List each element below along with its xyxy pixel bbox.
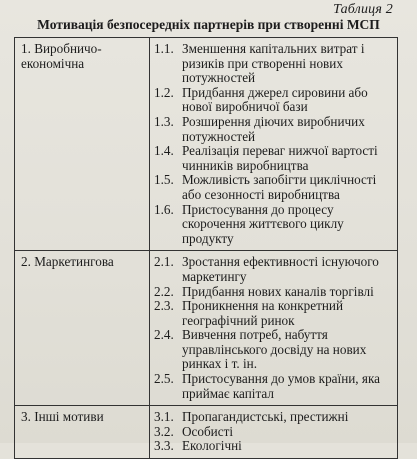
item-number: 2.5.	[154, 371, 174, 387]
motivation-table	[14, 37, 398, 459]
list-item	[154, 299, 394, 328]
list-item	[154, 425, 394, 440]
item-text: Пристосування до умов країни, яка приймає капітал	[182, 371, 381, 401]
list-item	[154, 285, 394, 300]
item-number: 1.1.	[154, 41, 174, 56]
table-row	[15, 251, 398, 406]
item-number: 2.3.	[154, 298, 174, 314]
item-text: Придбання джерел сировини або нової виробничої бази	[182, 84, 368, 115]
list-item	[154, 115, 394, 144]
item-text: Зменшення капітальних витрат і ризиків при створенні нових потужностей	[182, 41, 365, 86]
list-item	[154, 328, 394, 372]
item-number: 1.5.	[154, 172, 174, 188]
category-cell	[15, 38, 150, 251]
item-text: Реалізація переваг нижчої вартості чинників виробництва	[182, 143, 378, 173]
category-label: 3. Інші мотиви	[21, 409, 104, 425]
list-item	[154, 173, 394, 202]
category-cell	[15, 406, 150, 459]
items-cell	[150, 406, 398, 459]
list-item	[154, 86, 394, 115]
table-title: Мотивація безпосередніх партнерів при створенні МСП	[37, 17, 380, 32]
list-item	[154, 42, 394, 86]
category-cell	[15, 251, 150, 406]
item-number: 3.2.	[154, 423, 174, 439]
items-cell	[150, 38, 398, 251]
table-row	[15, 406, 398, 459]
item-number: 2.1.	[154, 254, 174, 270]
items-cell	[150, 251, 398, 406]
list-item	[154, 372, 394, 401]
table-row	[15, 38, 398, 251]
list-item	[154, 144, 394, 173]
item-number: 1.3.	[154, 113, 174, 129]
item-text: Особисті	[182, 423, 234, 439]
item-text: Можливість запобігти циклічності або сезонності виробництва	[182, 172, 377, 202]
item-number: 2.2.	[154, 283, 174, 299]
item-text: Пропагандистські, престижні	[182, 409, 349, 425]
item-text: Проникнення на конкретний географічний ринок	[182, 298, 344, 328]
list-item	[154, 439, 394, 454]
category-label: 1. Виробничо-економічна	[21, 41, 102, 71]
item-number: 1.4.	[154, 143, 174, 159]
item-number: 1.6.	[154, 201, 174, 217]
item-number: 2.4.	[154, 327, 174, 343]
category-label: 2. Маркетингова	[21, 254, 114, 270]
list-item	[154, 410, 394, 425]
list-item	[154, 203, 394, 247]
item-text: Розширення діючих виробничих потужностей	[182, 113, 365, 144]
item-text: Зростання ефективності існуючого маркетингу	[182, 254, 379, 284]
item-text: Пристосування до процесу скорочення життєвого циклу продукту	[182, 201, 344, 246]
item-number: 3.3.	[154, 438, 174, 454]
table-label: Таблиця 2	[333, 2, 393, 17]
item-number: 1.2.	[154, 84, 174, 100]
list-item	[154, 255, 394, 284]
item-text: Вивчення потреб, набуття управлінського досвіду на нових ринках і т. ін.	[182, 327, 367, 372]
item-text: Придбання нових каналів торгівлі	[182, 283, 374, 299]
item-number: 3.1.	[154, 409, 174, 425]
item-text: Екологічні	[182, 438, 242, 454]
